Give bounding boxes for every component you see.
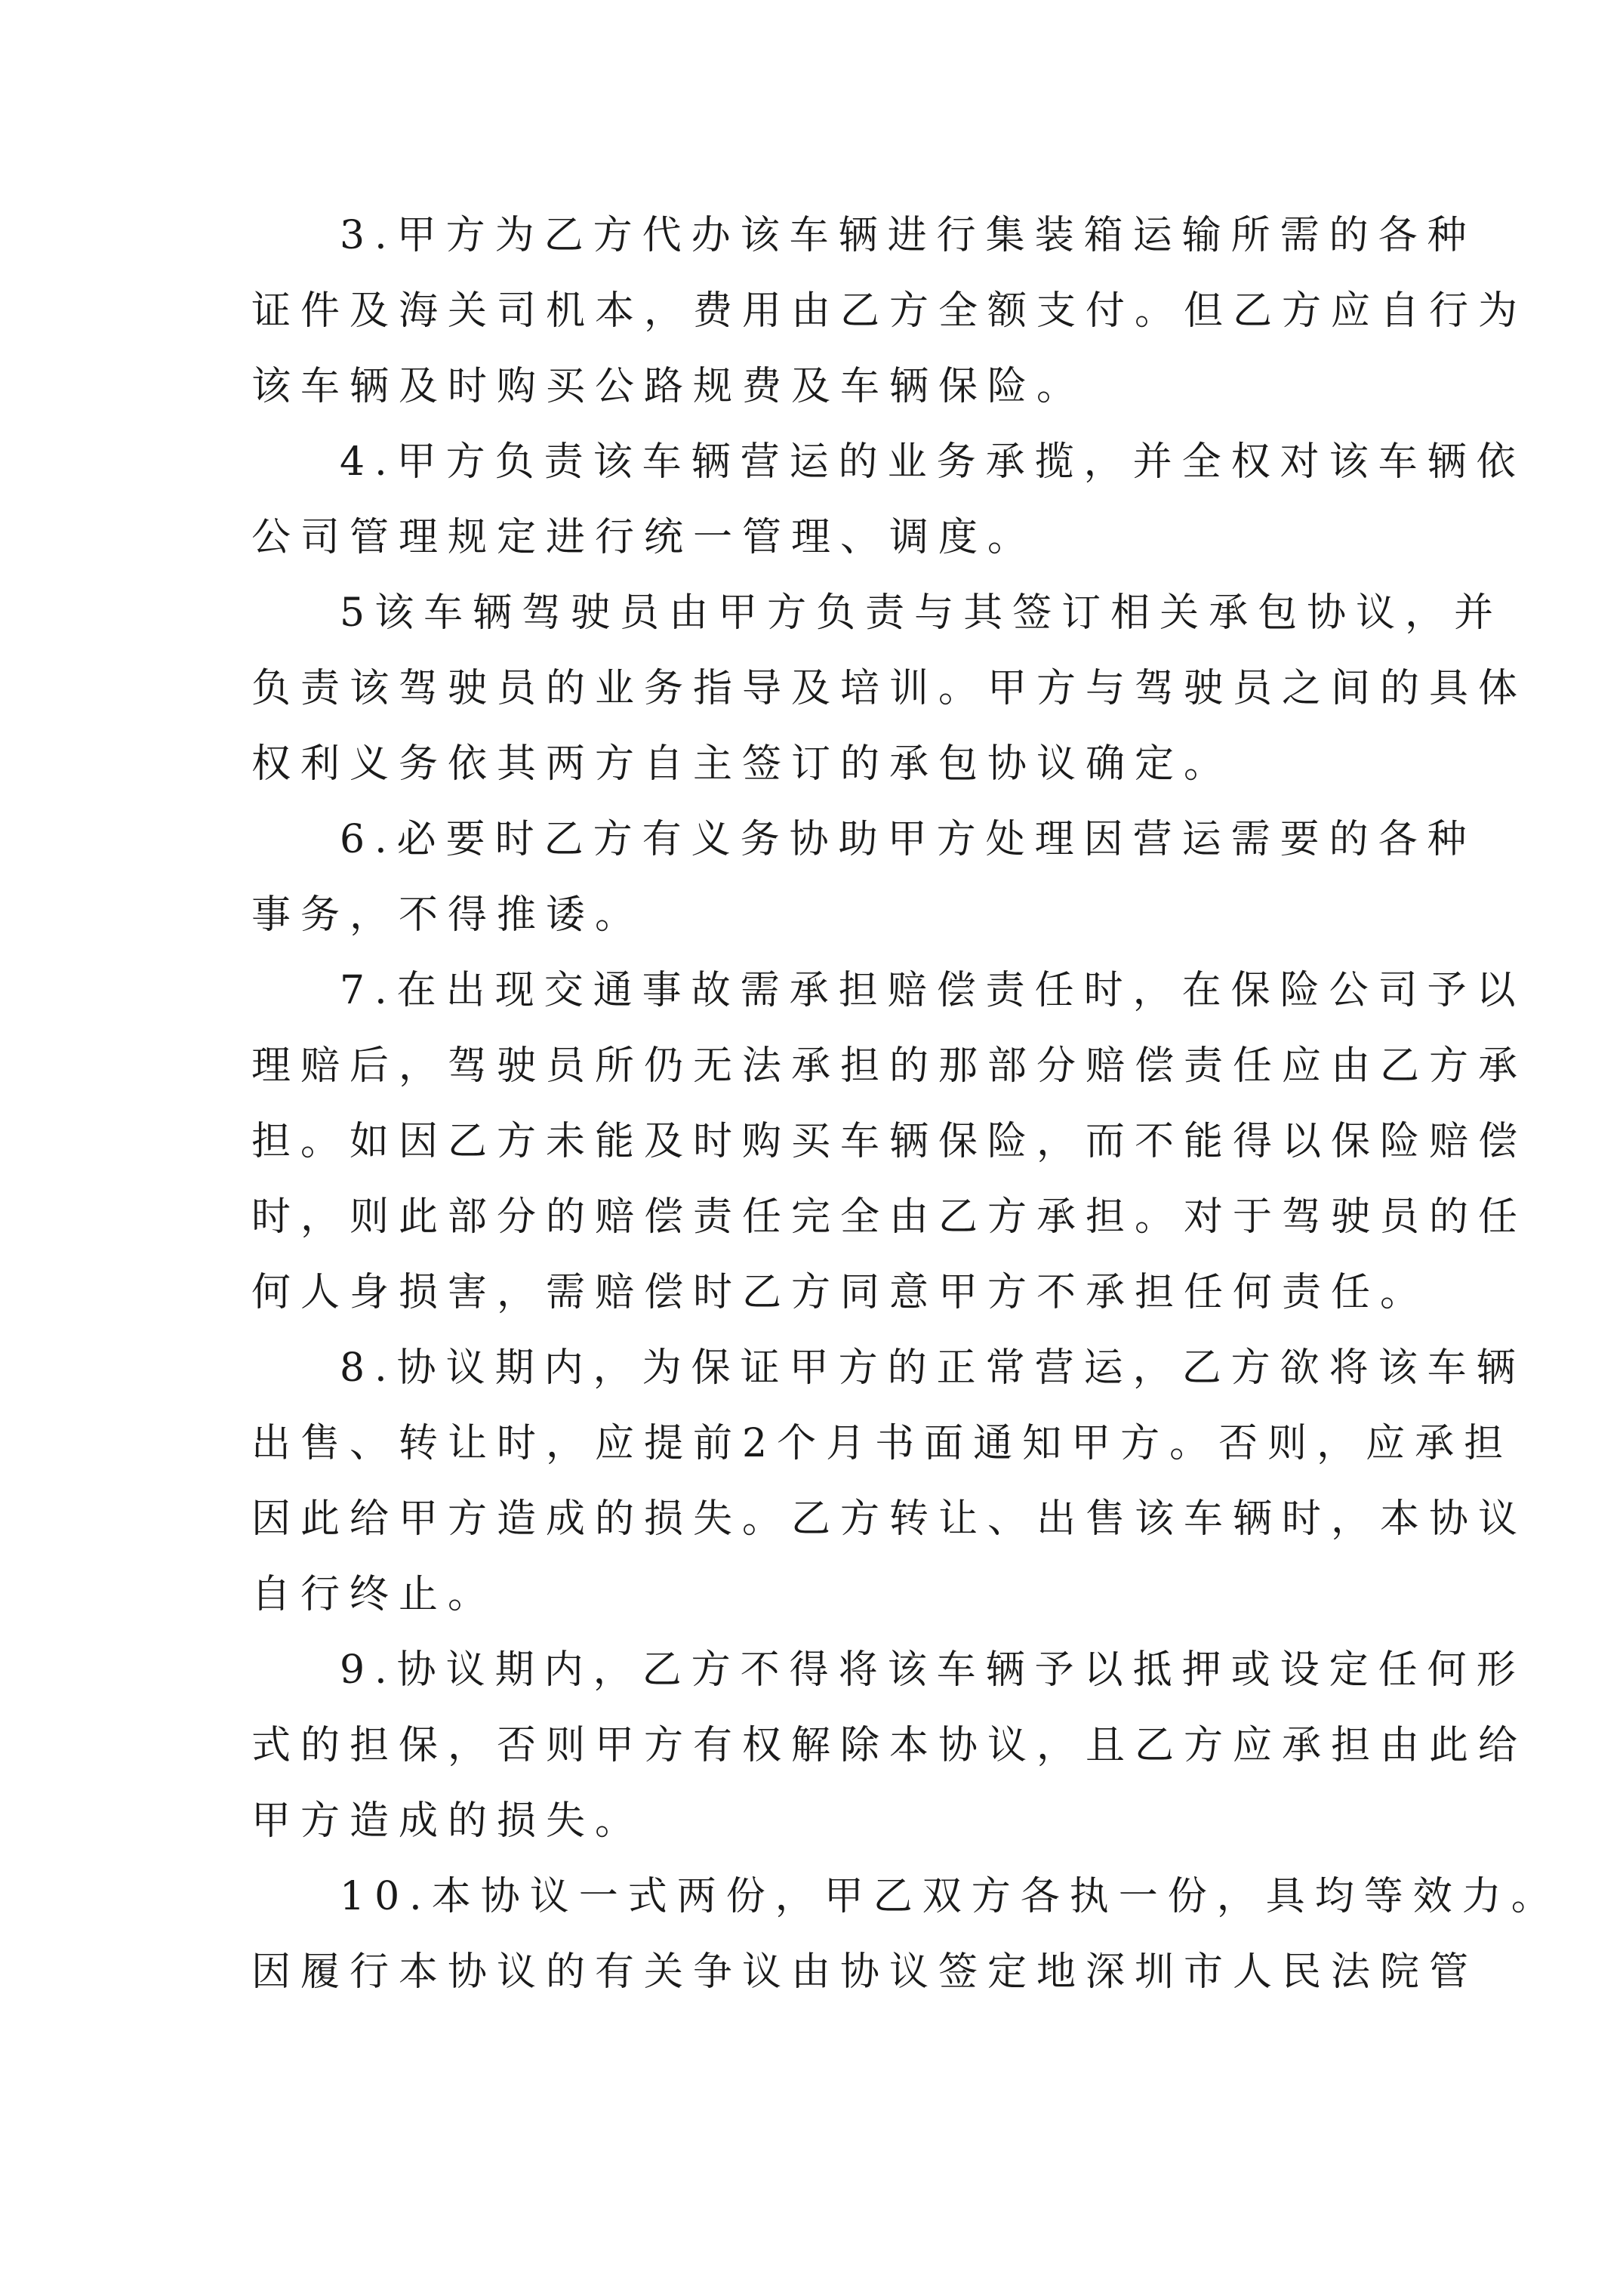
clause-5	[251, 575, 1528, 802]
text-line: 9.协议期内，乙方不得将该车辆予以抵押或设定任何形	[340, 1647, 1526, 1693]
text-line: 何人身损害，需赔偿时乙方同意甲方不承担任何责任。	[251, 1270, 1430, 1315]
text-line: 4.甲方负责该车辆营运的业务承揽，并全权对该车辆依	[340, 439, 1526, 485]
text-line: 权利义务依其两方自主签订的承包协议确定。	[251, 741, 1233, 787]
clause-3	[251, 198, 1528, 424]
text-line: 公司管理规定进行统一管理、调度。	[251, 515, 1037, 560]
text-line: 3.甲方为乙方代办该车辆进行集装箱运输所需的各种	[340, 213, 1477, 258]
text-line: 证件及海关司机本，费用由乙方全额支付。但乙方应自行为	[251, 288, 1528, 334]
clause-6	[251, 802, 1477, 953]
clause-7	[251, 953, 1528, 1330]
text-line: 理赔后，驾驶员所仍无法承担的那部分赔偿责任应由乙方承	[251, 1043, 1528, 1089]
clause-8	[251, 1330, 1528, 1632]
clause-9	[251, 1632, 1528, 1859]
text-line: 式的担保，否则甲方有权解除本协议，且乙方应承担由此给	[251, 1723, 1528, 1768]
clause-10	[251, 1859, 1560, 2010]
text-line: 负责该驾驶员的业务指导及培训。甲方与驾驶员之间的具体	[251, 666, 1528, 711]
text-line: 5该车辆驾驶员由甲方负责与其签订相关承包协议，并	[340, 590, 1504, 636]
text-line: 甲方造成的损失。	[251, 1798, 645, 1844]
text-line: 6.必要时乙方有义务协助甲方处理因营运需要的各种	[340, 817, 1477, 862]
text-line: 因此给甲方造成的损失。乙方转让、出售该车辆时，本协议	[251, 1496, 1528, 1542]
text-line: 自行终止。	[251, 1572, 497, 1617]
text-line: 10.本协议一式两份，甲乙双方各执一份，具均等效力。	[340, 1874, 1560, 1919]
text-line: 担。如因乙方未能及时购买车辆保险，而不能得以保险赔偿	[251, 1119, 1528, 1164]
text-line: 出售、转让时，应提前2个月书面通知甲方。否则，应承担	[251, 1421, 1514, 1466]
text-line: 7.在出现交通事故需承担赔偿责任时，在保险公司予以	[340, 968, 1526, 1013]
text-line: 因履行本协议的有关争议由协议签定地深圳市人民法院管	[251, 1949, 1479, 1995]
clause-4	[251, 424, 1526, 575]
text-line: 事务，不得推诿。	[251, 892, 645, 938]
text-line: 8.协议期内，为保证甲方的正常营运，乙方欲将该车辆	[340, 1345, 1526, 1391]
document-body	[251, 198, 1560, 2010]
text-line: 该车辆及时购买公路规费及车辆保险。	[251, 364, 1086, 409]
text-line: 时，则此部分的赔偿责任完全由乙方承担。对于驾驶员的任	[251, 1194, 1528, 1240]
